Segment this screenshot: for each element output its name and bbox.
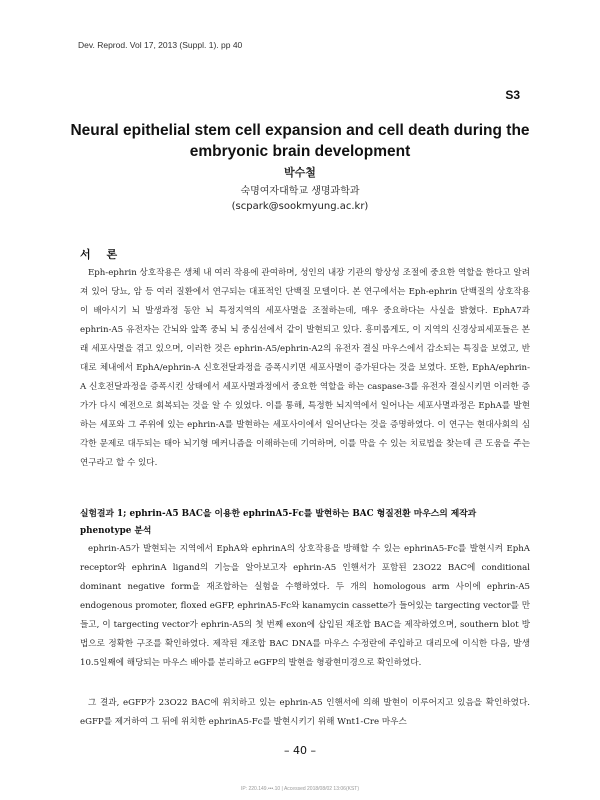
results-body-1 (80, 540, 530, 673)
introduction-body (80, 264, 530, 473)
introduction-paragraph: Eph-ephrin 상호작용은 생체 내 여러 작용에 관여하며, 성인의 내장 기관의 항상성 조절에 중요한 역할을 한다고 알려져 있어 당뇨, 암 등 여러 질환에서 연구되는 대표적인 단백질 모델이다. 본 연구에서는 Eph-ephrin 단백질의 상호작용이 배아시기 뇌 발생과정 동안 뇌 특정지역의 세포사멸을 조절하는데, 매우 중요하다는 사실을 밝혔다. EphA7과 ephrin-A5 유전자는 간뇌와 앞쪽 중뇌 뇌 중심선에서 같이 발현되고 있다. 흥미롭게도, 이 지역의 신경상피세포들은 본래 세포사멸을 겪고 있으며, 이러한 것은 ephrin-A5/ephrin-A2의 유전자 결실 마우스에서 감소되는 특징을 보였고, 반대로 체내에서 EphA/ephrin-A 신호전달과정을 증폭시키면 세포사멸이 증가된다는 것을 보였다. 또한, EphA/ephrin-A 신호전달과정을 증폭시킨 상태에서 세포사멸과정에서 중요한 역할을 하는 caspase-3를 유전자 결실시키면 이러한 증가가 다시 예전으로 회복되는 것을 알 수 있었다. 이를 통해, 특정한 뇌지역에서 일어나는 세포사멸과정은 EphA를 발현하는 세포와 그 주위에 있는 ephrin-A를 발현하는 세포사이에서 일어난다는 것을 증명하였다. 이 연구는 현대사회의 심각한 문제로 대두되는 태아 뇌기형 메커니즘을 이해하는데 기여하며, 이를 막을 수 있는 치료법을 찾는데 큰 도움을 주는 연구라고 할 수 있다. (80, 268, 530, 468)
running-head: Dev. Reprod. Vol 17, 2013 (Suppl. 1). pp 40 (78, 40, 243, 50)
section-heading-introduction: 서 론 (80, 248, 124, 261)
results-body-2 (80, 694, 530, 732)
paper-title: Neural epithelial stem cell expansion and cell death during the embryonic brain development (70, 122, 530, 160)
section-code: S3 (505, 88, 520, 102)
results-paragraph-1: ephrin-A5가 발현되는 지역에서 EphA와 ephrinA의 상호작용을 방해할 수 있는 ephrinA5-Fc를 발현시켜 EphA receptor와 ephrinA ligand의 기능을 알아보고자 ephrin-A5 인핸서가 포함된 23O22 BAC에 conditional dominant negative form을 재조합하는 실험을 수행하였다. 두 개의 homologous arm 사이에 ephrin-A5 endogenous promoter, floxed eGFP, ephrinA5-Fc와 kanamycin cassette가 들어있는 targecting vector를 만들고, 이 targecting vector가 ephrin-A5의 첫 번째 exon에 삽입된 재조합 BAC을 제작하였으며, southern blot 방법으로 정확한 구조를 확인하였다. 제작된 재조합 BAC DNA를 마우스 수정란에 주입하고 대리모에 이식한 다음, 발생 10.5일째에 해당되는 마우스 배아를 분리하고 eGFP의 발현을 형광현미경으로 확인하였다. (80, 544, 530, 668)
author-email: (scpark@sookmyung.ac.kr) (231, 201, 369, 212)
author-name: 박수철 (284, 166, 316, 179)
author-affiliation: 숙명여자대학교 생명과학과 (240, 186, 360, 197)
page-number: – 40 – (284, 744, 316, 757)
download-footer: IP: 220.149.•••.10 | Accessed 2018/08/02 13:06(KST) (240, 786, 359, 792)
results-paragraph-2: 그 결과, eGFP가 23O22 BAC에 위치하고 있는 ephrin-A5 인핸서에 의해 발현이 이루어지고 있음을 확인하였다. eGFP를 제거하여 그 뒤에 위치한 ephrinA5-Fc를 발현시키기 위해 Wnt1-Cre 마우스 (80, 698, 530, 727)
section-heading-results: 실험결과 1; ephrin-A5 BAC을 이용한 ephrinA5-Fc를 발현하는 BAC 형질전환 마우스의 제작과 phenotype 분석 (80, 509, 477, 536)
